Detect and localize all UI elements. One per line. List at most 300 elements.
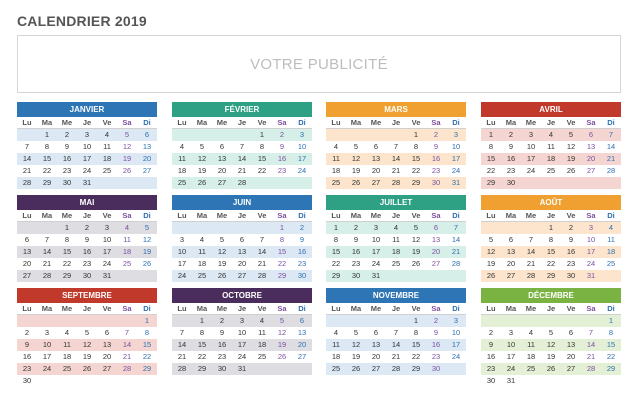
- day-cell: 29: [406, 363, 426, 375]
- day-cell: 17: [172, 258, 192, 270]
- day-cell: 20: [292, 339, 312, 351]
- day-cell: 10: [446, 141, 466, 153]
- day-cell: 4: [541, 129, 561, 141]
- day-cell: 28: [117, 363, 137, 375]
- day-cell: 27: [212, 177, 232, 189]
- day-cell: 13: [137, 141, 157, 153]
- day-cell: 18: [172, 165, 192, 177]
- day-cell: 26: [541, 363, 561, 375]
- day-cell: 14: [232, 153, 252, 165]
- day-cell: 9: [212, 327, 232, 339]
- day-grid: [172, 210, 312, 294]
- empty-day-cell: [386, 375, 406, 387]
- day-cell: 6: [581, 129, 601, 141]
- day-cell: 21: [37, 258, 57, 270]
- day-cell: 20: [426, 246, 446, 258]
- day-cell: 21: [117, 351, 137, 363]
- day-cell: 4: [172, 141, 192, 153]
- day-cell: 9: [426, 327, 446, 339]
- day-cell: 13: [232, 246, 252, 258]
- day-cell: 11: [521, 339, 541, 351]
- day-cell: 18: [326, 351, 346, 363]
- day-cell: 9: [292, 234, 312, 246]
- weekday-label: Ve: [97, 210, 117, 222]
- day-cell: 27: [581, 165, 601, 177]
- day-cell: 21: [252, 258, 272, 270]
- weekday-label: Me: [212, 117, 232, 129]
- weekday-label: Je: [232, 303, 252, 315]
- weekday-label: Je: [386, 210, 406, 222]
- month-november: [326, 288, 466, 387]
- weekday-label: Ve: [561, 117, 581, 129]
- empty-day-cell: [346, 315, 366, 327]
- day-cell: 10: [501, 339, 521, 351]
- day-cell: 29: [601, 363, 621, 375]
- weekday-label: Je: [77, 117, 97, 129]
- day-cell: 19: [77, 351, 97, 363]
- day-cell: 31: [366, 270, 386, 282]
- day-cell: 4: [521, 327, 541, 339]
- day-cell: 21: [232, 165, 252, 177]
- day-cell: 14: [386, 339, 406, 351]
- empty-day-cell: [521, 315, 541, 327]
- day-cell: 12: [272, 327, 292, 339]
- weekday-label: Me: [366, 210, 386, 222]
- day-cell: 17: [97, 246, 117, 258]
- day-cell: 7: [232, 141, 252, 153]
- day-cell: 3: [501, 327, 521, 339]
- day-cell: 23: [57, 165, 77, 177]
- day-cell: 7: [601, 129, 621, 141]
- empty-day-cell: [57, 375, 77, 387]
- weekday-label: Sa: [426, 210, 446, 222]
- day-cell: 4: [117, 222, 137, 234]
- day-cell: 23: [481, 363, 501, 375]
- day-cell: 21: [521, 258, 541, 270]
- day-grid: [17, 303, 157, 387]
- day-cell: 20: [97, 351, 117, 363]
- day-cell: 2: [292, 222, 312, 234]
- day-cell: 16: [292, 246, 312, 258]
- weekday-label: Di: [137, 303, 157, 315]
- day-cell: 2: [77, 222, 97, 234]
- weekday-label: Di: [601, 303, 621, 315]
- day-cell: 9: [481, 339, 501, 351]
- day-cell: 22: [137, 351, 157, 363]
- day-cell: 16: [212, 339, 232, 351]
- day-cell: 19: [117, 153, 137, 165]
- day-cell: 25: [386, 258, 406, 270]
- day-cell: 22: [326, 258, 346, 270]
- day-cell: 19: [406, 246, 426, 258]
- empty-day-cell: [137, 270, 157, 282]
- day-cell: 29: [541, 270, 561, 282]
- weekday-label: Sa: [581, 117, 601, 129]
- day-cell: 2: [501, 129, 521, 141]
- day-cell: 7: [252, 234, 272, 246]
- day-cell: 3: [366, 222, 386, 234]
- day-cell: 26: [406, 258, 426, 270]
- day-cell: 25: [541, 165, 561, 177]
- weekday-label: Di: [601, 117, 621, 129]
- day-cell: 1: [326, 222, 346, 234]
- day-cell: 1: [406, 315, 426, 327]
- empty-day-cell: [386, 129, 406, 141]
- empty-day-cell: [386, 270, 406, 282]
- day-cell: 3: [232, 315, 252, 327]
- day-cell: 18: [326, 165, 346, 177]
- day-cell: 28: [172, 363, 192, 375]
- day-cell: 24: [77, 165, 97, 177]
- ad-banner: [17, 35, 621, 93]
- day-cell: 20: [137, 153, 157, 165]
- empty-day-cell: [561, 315, 581, 327]
- month-header: MAI: [17, 195, 157, 210]
- weekday-label: Me: [212, 303, 232, 315]
- empty-day-cell: [97, 375, 117, 387]
- day-cell: 21: [386, 165, 406, 177]
- day-cell: 25: [97, 165, 117, 177]
- day-cell: 26: [561, 165, 581, 177]
- day-cell: 7: [37, 234, 57, 246]
- day-cell: 19: [272, 339, 292, 351]
- weekday-label: Je: [541, 210, 561, 222]
- day-cell: 26: [192, 177, 212, 189]
- empty-day-cell: [326, 375, 346, 387]
- empty-day-cell: [232, 129, 252, 141]
- day-cell: 31: [501, 375, 521, 387]
- weekday-label: Sa: [426, 303, 446, 315]
- day-cell: 12: [346, 339, 366, 351]
- weekday-label: Ma: [37, 117, 57, 129]
- weekday-label: Me: [57, 303, 77, 315]
- day-cell: 30: [57, 177, 77, 189]
- day-cell: 2: [561, 222, 581, 234]
- day-cell: 19: [541, 351, 561, 363]
- empty-day-cell: [37, 315, 57, 327]
- weekday-label: Je: [232, 210, 252, 222]
- day-cell: 2: [426, 129, 446, 141]
- month-header: AVRIL: [481, 102, 621, 117]
- weekday-label: Ve: [406, 303, 426, 315]
- day-cell: 16: [426, 339, 446, 351]
- day-cell: 15: [192, 339, 212, 351]
- day-cell: 31: [77, 177, 97, 189]
- day-cell: 17: [366, 246, 386, 258]
- day-grid: [17, 117, 157, 201]
- day-grid: [481, 117, 621, 201]
- month-header: SEPTEMBRE: [17, 288, 157, 303]
- day-cell: 23: [212, 351, 232, 363]
- day-cell: 8: [406, 327, 426, 339]
- empty-day-cell: [501, 222, 521, 234]
- day-cell: 15: [137, 339, 157, 351]
- day-cell: 10: [172, 246, 192, 258]
- day-cell: 2: [481, 327, 501, 339]
- day-cell: 27: [426, 258, 446, 270]
- day-cell: 1: [252, 129, 272, 141]
- weekday-label: Je: [77, 303, 97, 315]
- empty-day-cell: [117, 270, 137, 282]
- day-cell: 24: [581, 258, 601, 270]
- weekday-label: Sa: [581, 210, 601, 222]
- day-cell: 15: [37, 153, 57, 165]
- weekday-label: Ma: [37, 210, 57, 222]
- empty-day-cell: [581, 375, 601, 387]
- day-cell: 4: [192, 234, 212, 246]
- day-cell: 28: [386, 177, 406, 189]
- day-cell: 15: [326, 246, 346, 258]
- empty-day-cell: [212, 375, 232, 387]
- weekday-label: Me: [521, 210, 541, 222]
- weekday-label: Me: [521, 303, 541, 315]
- day-cell: 28: [232, 177, 252, 189]
- month-header: DÉCEMBRE: [481, 288, 621, 303]
- empty-day-cell: [541, 315, 561, 327]
- day-cell: 25: [326, 177, 346, 189]
- day-cell: 22: [481, 165, 501, 177]
- empty-day-cell: [601, 270, 621, 282]
- day-cell: 12: [346, 153, 366, 165]
- empty-day-cell: [232, 222, 252, 234]
- day-cell: 15: [481, 153, 501, 165]
- empty-day-cell: [117, 375, 137, 387]
- empty-day-cell: [346, 129, 366, 141]
- day-cell: 4: [601, 222, 621, 234]
- day-cell: 16: [57, 153, 77, 165]
- day-cell: 12: [77, 339, 97, 351]
- empty-day-cell: [581, 315, 601, 327]
- weekday-label: Ve: [252, 117, 272, 129]
- day-cell: 11: [326, 153, 346, 165]
- empty-day-cell: [97, 177, 117, 189]
- empty-day-cell: [386, 315, 406, 327]
- day-cell: 21: [172, 351, 192, 363]
- day-cell: 13: [366, 153, 386, 165]
- day-cell: 6: [97, 327, 117, 339]
- empty-day-cell: [406, 375, 426, 387]
- day-cell: 12: [541, 339, 561, 351]
- weekday-label: Me: [57, 117, 77, 129]
- empty-day-cell: [192, 222, 212, 234]
- day-cell: 18: [386, 246, 406, 258]
- month-header: JANVIER: [17, 102, 157, 117]
- day-cell: 5: [346, 327, 366, 339]
- weekday-label: Sa: [117, 117, 137, 129]
- weekday-label: Je: [386, 303, 406, 315]
- day-cell: 22: [252, 165, 272, 177]
- day-cell: 18: [117, 246, 137, 258]
- day-cell: 16: [561, 246, 581, 258]
- empty-day-cell: [366, 375, 386, 387]
- day-cell: 4: [97, 129, 117, 141]
- weekday-label: Di: [137, 210, 157, 222]
- day-cell: 1: [192, 315, 212, 327]
- day-cell: 15: [406, 153, 426, 165]
- day-cell: 13: [212, 153, 232, 165]
- empty-day-cell: [292, 375, 312, 387]
- empty-day-cell: [446, 375, 466, 387]
- day-cell: 8: [57, 234, 77, 246]
- day-cell: 5: [561, 129, 581, 141]
- weekday-label: Ma: [192, 210, 212, 222]
- weekday-label: Ve: [561, 303, 581, 315]
- day-cell: 11: [541, 141, 561, 153]
- day-cell: 14: [446, 234, 466, 246]
- weekday-label: Me: [366, 117, 386, 129]
- weekday-label: Di: [137, 117, 157, 129]
- day-grid: [326, 303, 466, 387]
- day-cell: 7: [446, 222, 466, 234]
- day-cell: 6: [17, 234, 37, 246]
- day-cell: 9: [17, 339, 37, 351]
- day-cell: 16: [346, 246, 366, 258]
- day-cell: 23: [77, 258, 97, 270]
- day-cell: 29: [192, 363, 212, 375]
- day-cell: 3: [292, 129, 312, 141]
- day-cell: 2: [17, 327, 37, 339]
- day-cell: 30: [561, 270, 581, 282]
- weekday-label: Sa: [272, 117, 292, 129]
- day-cell: 21: [386, 351, 406, 363]
- month-april: [481, 102, 621, 201]
- weekday-label: Sa: [426, 117, 446, 129]
- day-cell: 22: [601, 351, 621, 363]
- day-cell: 26: [346, 363, 366, 375]
- day-cell: 24: [232, 351, 252, 363]
- day-cell: 30: [77, 270, 97, 282]
- day-cell: 31: [581, 270, 601, 282]
- day-cell: 17: [581, 246, 601, 258]
- month-header: JUILLET: [326, 195, 466, 210]
- day-cell: 7: [386, 327, 406, 339]
- day-cell: 1: [601, 315, 621, 327]
- day-cell: 26: [346, 177, 366, 189]
- weekday-label: Sa: [581, 303, 601, 315]
- day-cell: 30: [426, 177, 446, 189]
- day-cell: 19: [212, 258, 232, 270]
- day-cell: 20: [501, 258, 521, 270]
- day-cell: 28: [386, 363, 406, 375]
- day-cell: 22: [37, 165, 57, 177]
- day-cell: 4: [326, 327, 346, 339]
- day-cell: 8: [192, 327, 212, 339]
- day-cell: 23: [561, 258, 581, 270]
- day-cell: 28: [581, 363, 601, 375]
- day-cell: 19: [137, 246, 157, 258]
- weekday-label: Di: [446, 117, 466, 129]
- weekday-label: Lu: [17, 117, 37, 129]
- day-cell: 18: [521, 351, 541, 363]
- empty-day-cell: [252, 375, 272, 387]
- empty-day-cell: [252, 177, 272, 189]
- weekday-label: Ma: [346, 210, 366, 222]
- day-cell: 30: [292, 270, 312, 282]
- month-header: OCTOBRE: [172, 288, 312, 303]
- day-cell: 24: [97, 258, 117, 270]
- weekday-label: Ve: [97, 303, 117, 315]
- weekday-label: Ma: [346, 303, 366, 315]
- day-cell: 11: [326, 339, 346, 351]
- month-september: [17, 288, 157, 387]
- day-cell: 31: [446, 177, 466, 189]
- day-cell: 8: [37, 141, 57, 153]
- empty-day-cell: [541, 375, 561, 387]
- empty-day-cell: [446, 363, 466, 375]
- day-cell: 13: [581, 141, 601, 153]
- day-cell: 3: [446, 129, 466, 141]
- day-cell: 15: [272, 246, 292, 258]
- day-cell: 2: [57, 129, 77, 141]
- day-cell: 24: [172, 270, 192, 282]
- empty-day-cell: [326, 129, 346, 141]
- day-cell: 28: [252, 270, 272, 282]
- day-cell: 23: [426, 165, 446, 177]
- empty-day-cell: [252, 222, 272, 234]
- empty-day-cell: [117, 315, 137, 327]
- empty-day-cell: [561, 375, 581, 387]
- weekday-label: Ma: [501, 303, 521, 315]
- weekday-label: Lu: [172, 210, 192, 222]
- day-cell: 16: [17, 351, 37, 363]
- empty-day-cell: [446, 270, 466, 282]
- day-cell: 10: [232, 327, 252, 339]
- day-cell: 1: [406, 129, 426, 141]
- day-cell: 5: [346, 141, 366, 153]
- day-cell: 29: [326, 270, 346, 282]
- empty-day-cell: [272, 363, 292, 375]
- day-cell: 10: [366, 234, 386, 246]
- day-cell: 15: [601, 339, 621, 351]
- day-cell: 8: [481, 141, 501, 153]
- day-cell: 8: [326, 234, 346, 246]
- weekday-label: Sa: [272, 303, 292, 315]
- day-cell: 23: [426, 351, 446, 363]
- day-cell: 3: [97, 222, 117, 234]
- empty-day-cell: [172, 315, 192, 327]
- day-cell: 16: [481, 351, 501, 363]
- month-header: NOVEMBRE: [326, 288, 466, 303]
- empty-day-cell: [326, 315, 346, 327]
- day-cell: 20: [17, 258, 37, 270]
- empty-day-cell: [137, 177, 157, 189]
- empty-day-cell: [37, 375, 57, 387]
- day-cell: 14: [581, 339, 601, 351]
- day-cell: 20: [561, 351, 581, 363]
- day-cell: 3: [77, 129, 97, 141]
- day-cell: 2: [212, 315, 232, 327]
- empty-day-cell: [406, 270, 426, 282]
- day-cell: 11: [601, 234, 621, 246]
- day-cell: 25: [252, 351, 272, 363]
- day-cell: 9: [77, 234, 97, 246]
- day-cell: 6: [426, 222, 446, 234]
- day-cell: 19: [192, 165, 212, 177]
- day-cell: 20: [366, 351, 386, 363]
- empty-day-cell: [17, 222, 37, 234]
- day-cell: 24: [446, 351, 466, 363]
- empty-day-cell: [541, 177, 561, 189]
- month-header: AOÛT: [481, 195, 621, 210]
- day-cell: 22: [272, 258, 292, 270]
- day-cell: 10: [446, 327, 466, 339]
- empty-day-cell: [272, 177, 292, 189]
- empty-day-cell: [521, 375, 541, 387]
- weekday-label: Di: [446, 210, 466, 222]
- day-cell: 13: [292, 327, 312, 339]
- day-cell: 1: [137, 315, 157, 327]
- day-cell: 27: [561, 363, 581, 375]
